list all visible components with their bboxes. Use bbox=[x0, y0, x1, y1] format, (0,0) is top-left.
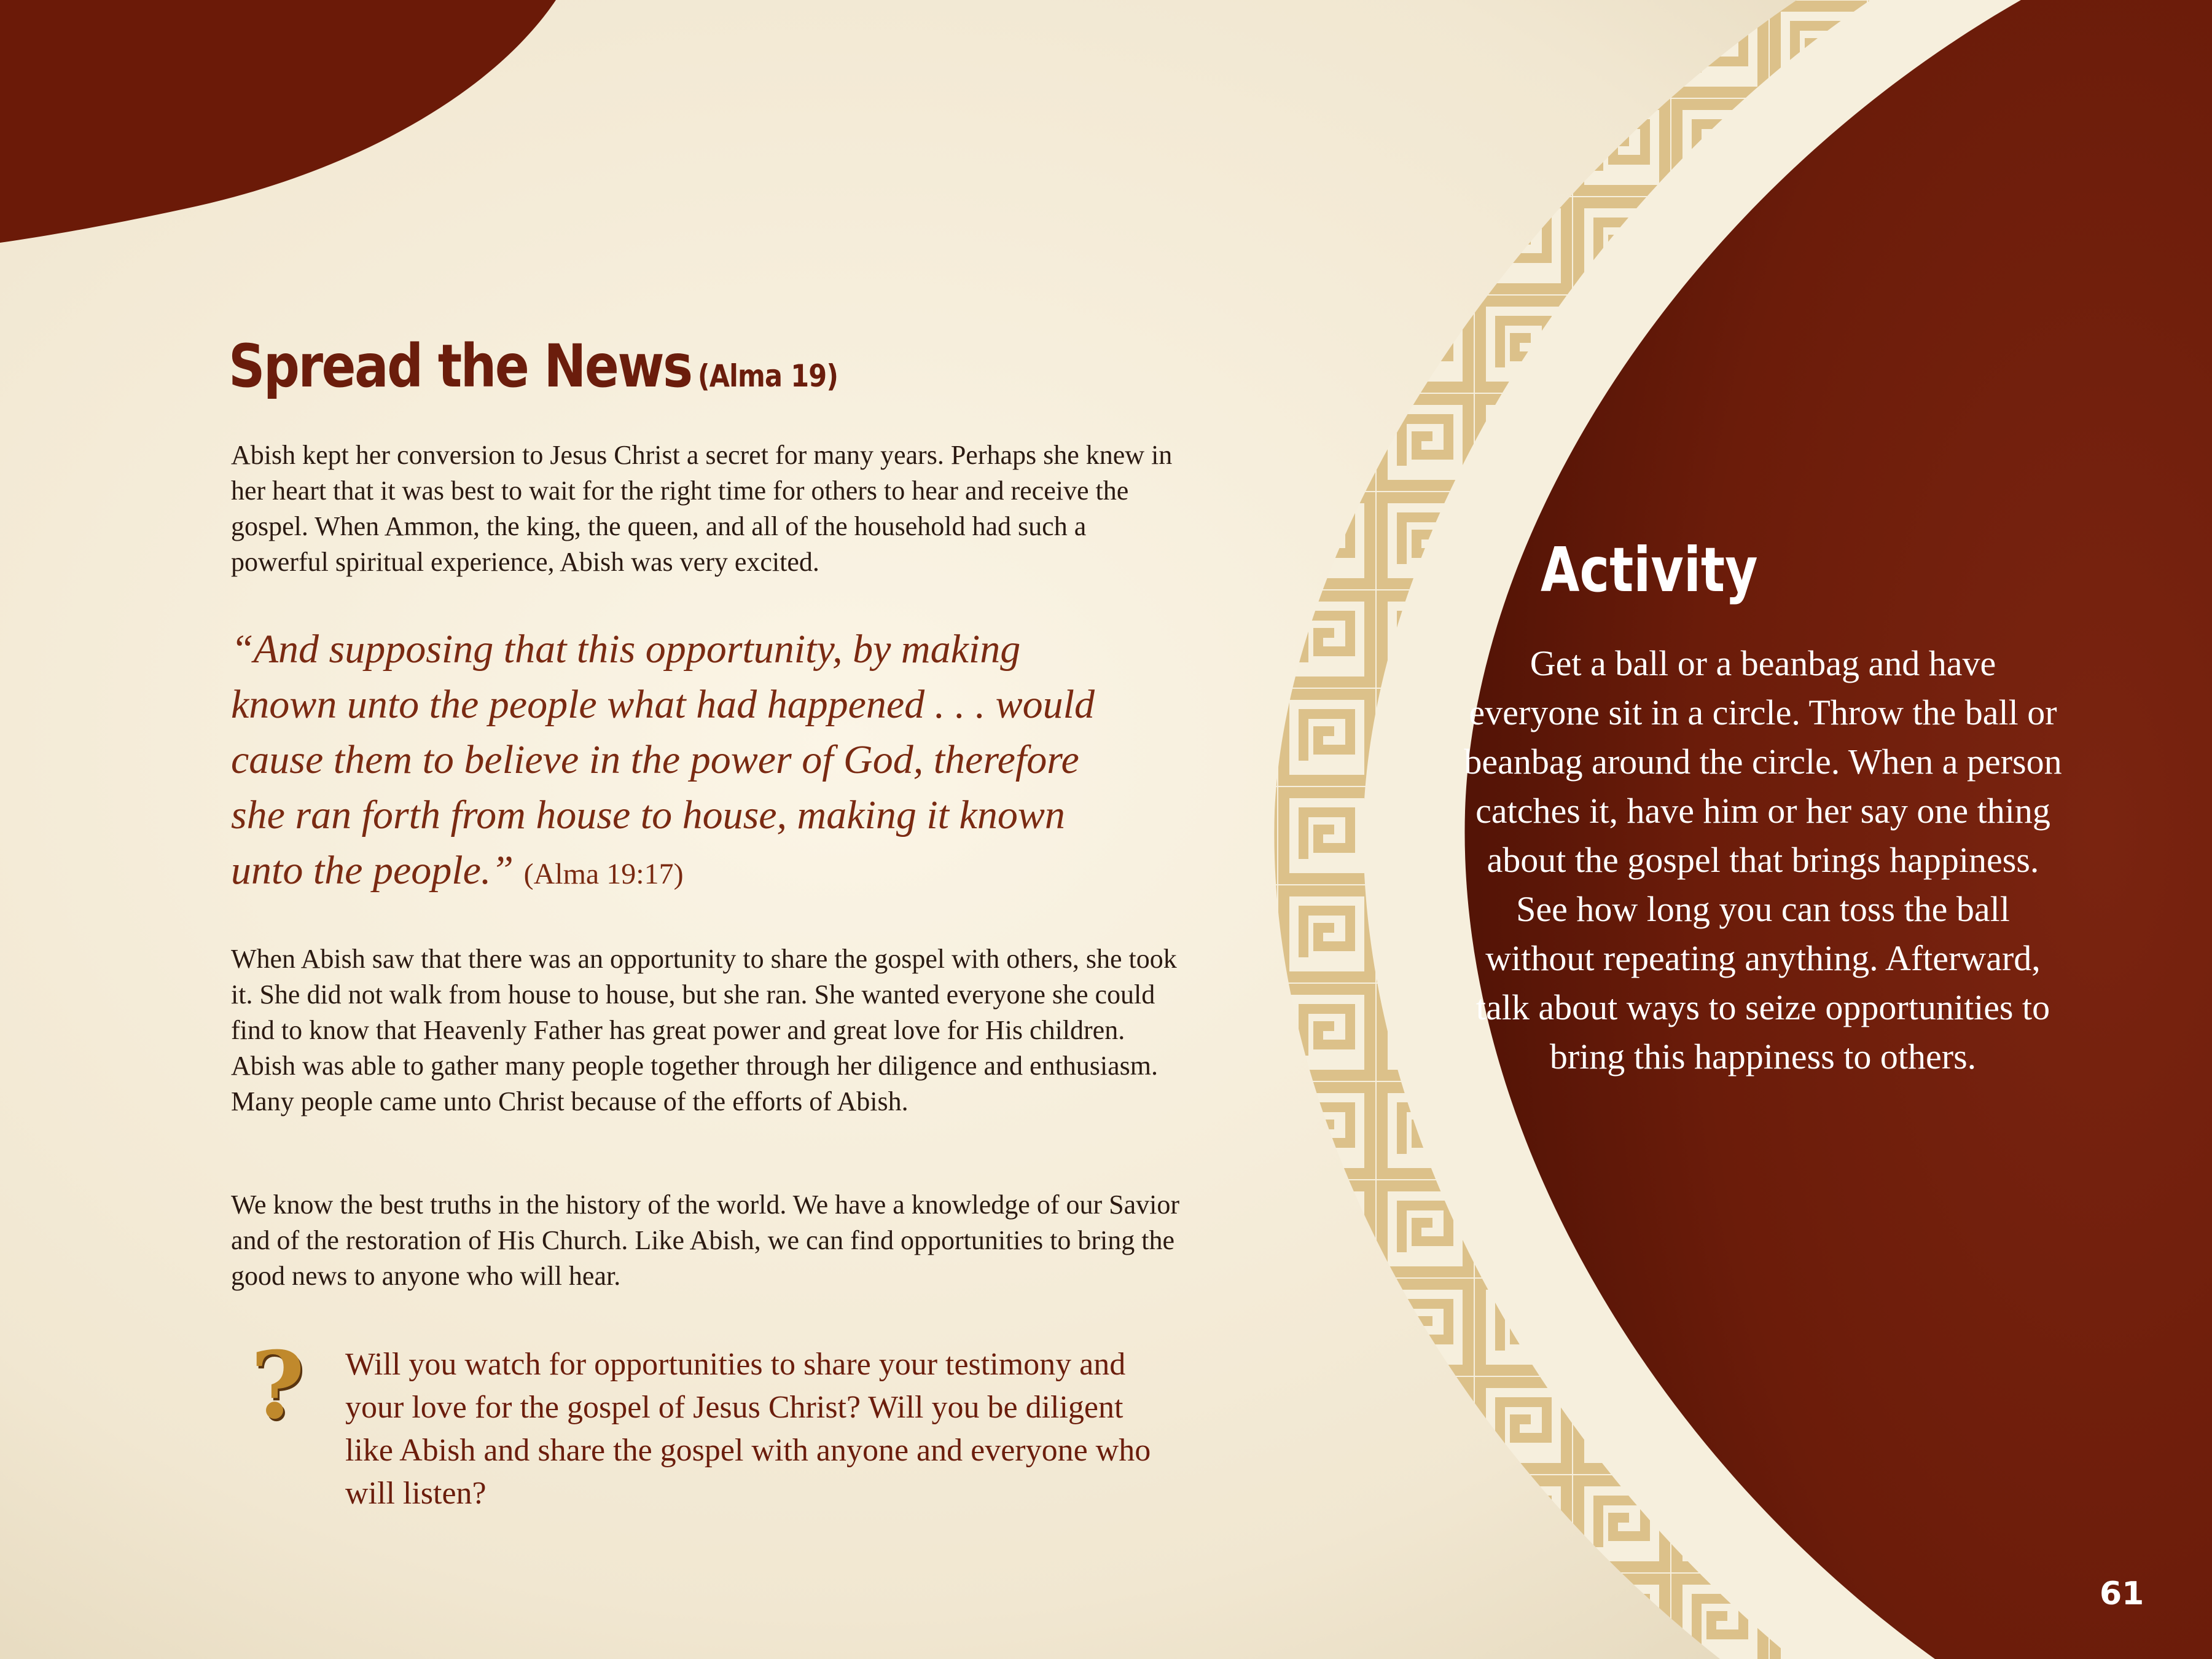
section-title bbox=[229, 332, 838, 401]
body-paragraph-2: When Abish saw that there was an opportunity to share the gospel with others, she took it. She did not walk from house to house, but she ran. She wanted everyone she could find to know that Heavenly Father has great power and great love for His children. Abish was able to gather many people together through her diligence and enthusiasm. Many people came unto Christ because of the efforts of Abish. bbox=[231, 944, 1177, 1116]
section-reference: (Alma 19) bbox=[697, 358, 838, 394]
page-number: 61 bbox=[2100, 1575, 2144, 1612]
activity-text: Get a ball or a beanbag and have everyone sit in a circle. Throw the ball or beanbag around the circle. When a person catches it, have him or her say one thing about the gospel that brings happiness. See how long you can toss the ball without repeating anything. Afterward, talk about ways to seize opportunities to bring this happiness to others. bbox=[1464, 643, 2062, 1077]
body-paragraph-3: We know the best truths in the history of the world. We have a knowledge of our Savior and of the restoration of His Church. Like Abish, we can find opportunities to bring the good news to anyone who will hear. bbox=[231, 1190, 1179, 1291]
intro-paragraph: Abish kept her conversion to Jesus Christ a secret for many years. Perhaps she knew in her heart that it was best to wait for the right time for others to hear and receive the gospel. When Ammon, the king, the queen, and all of the household had such a powerful spiritual experience, Abish was very excited. bbox=[231, 440, 1173, 577]
quote-citation: (Alma 19:17) bbox=[523, 858, 684, 890]
question-mark-icon: ? bbox=[251, 1332, 305, 1440]
section-title-text: Spread the News bbox=[229, 332, 692, 401]
scripture-quote bbox=[231, 622, 1116, 902]
activity-title: Activity bbox=[1541, 534, 1758, 606]
quote-text: “And supposing that this opportunity, by making known unto the people what had happened . . . would cause them to believe in the power of God, therefore she ran forth from house to house, making it known unto the people.” bbox=[231, 627, 1095, 893]
reflection-question: Will you watch for opportunities to share your testimony and your love for the gospel of Jesus Christ? Will you be diligent like Abish and share the gospel with anyone and everyone who will listen? bbox=[345, 1347, 1151, 1511]
